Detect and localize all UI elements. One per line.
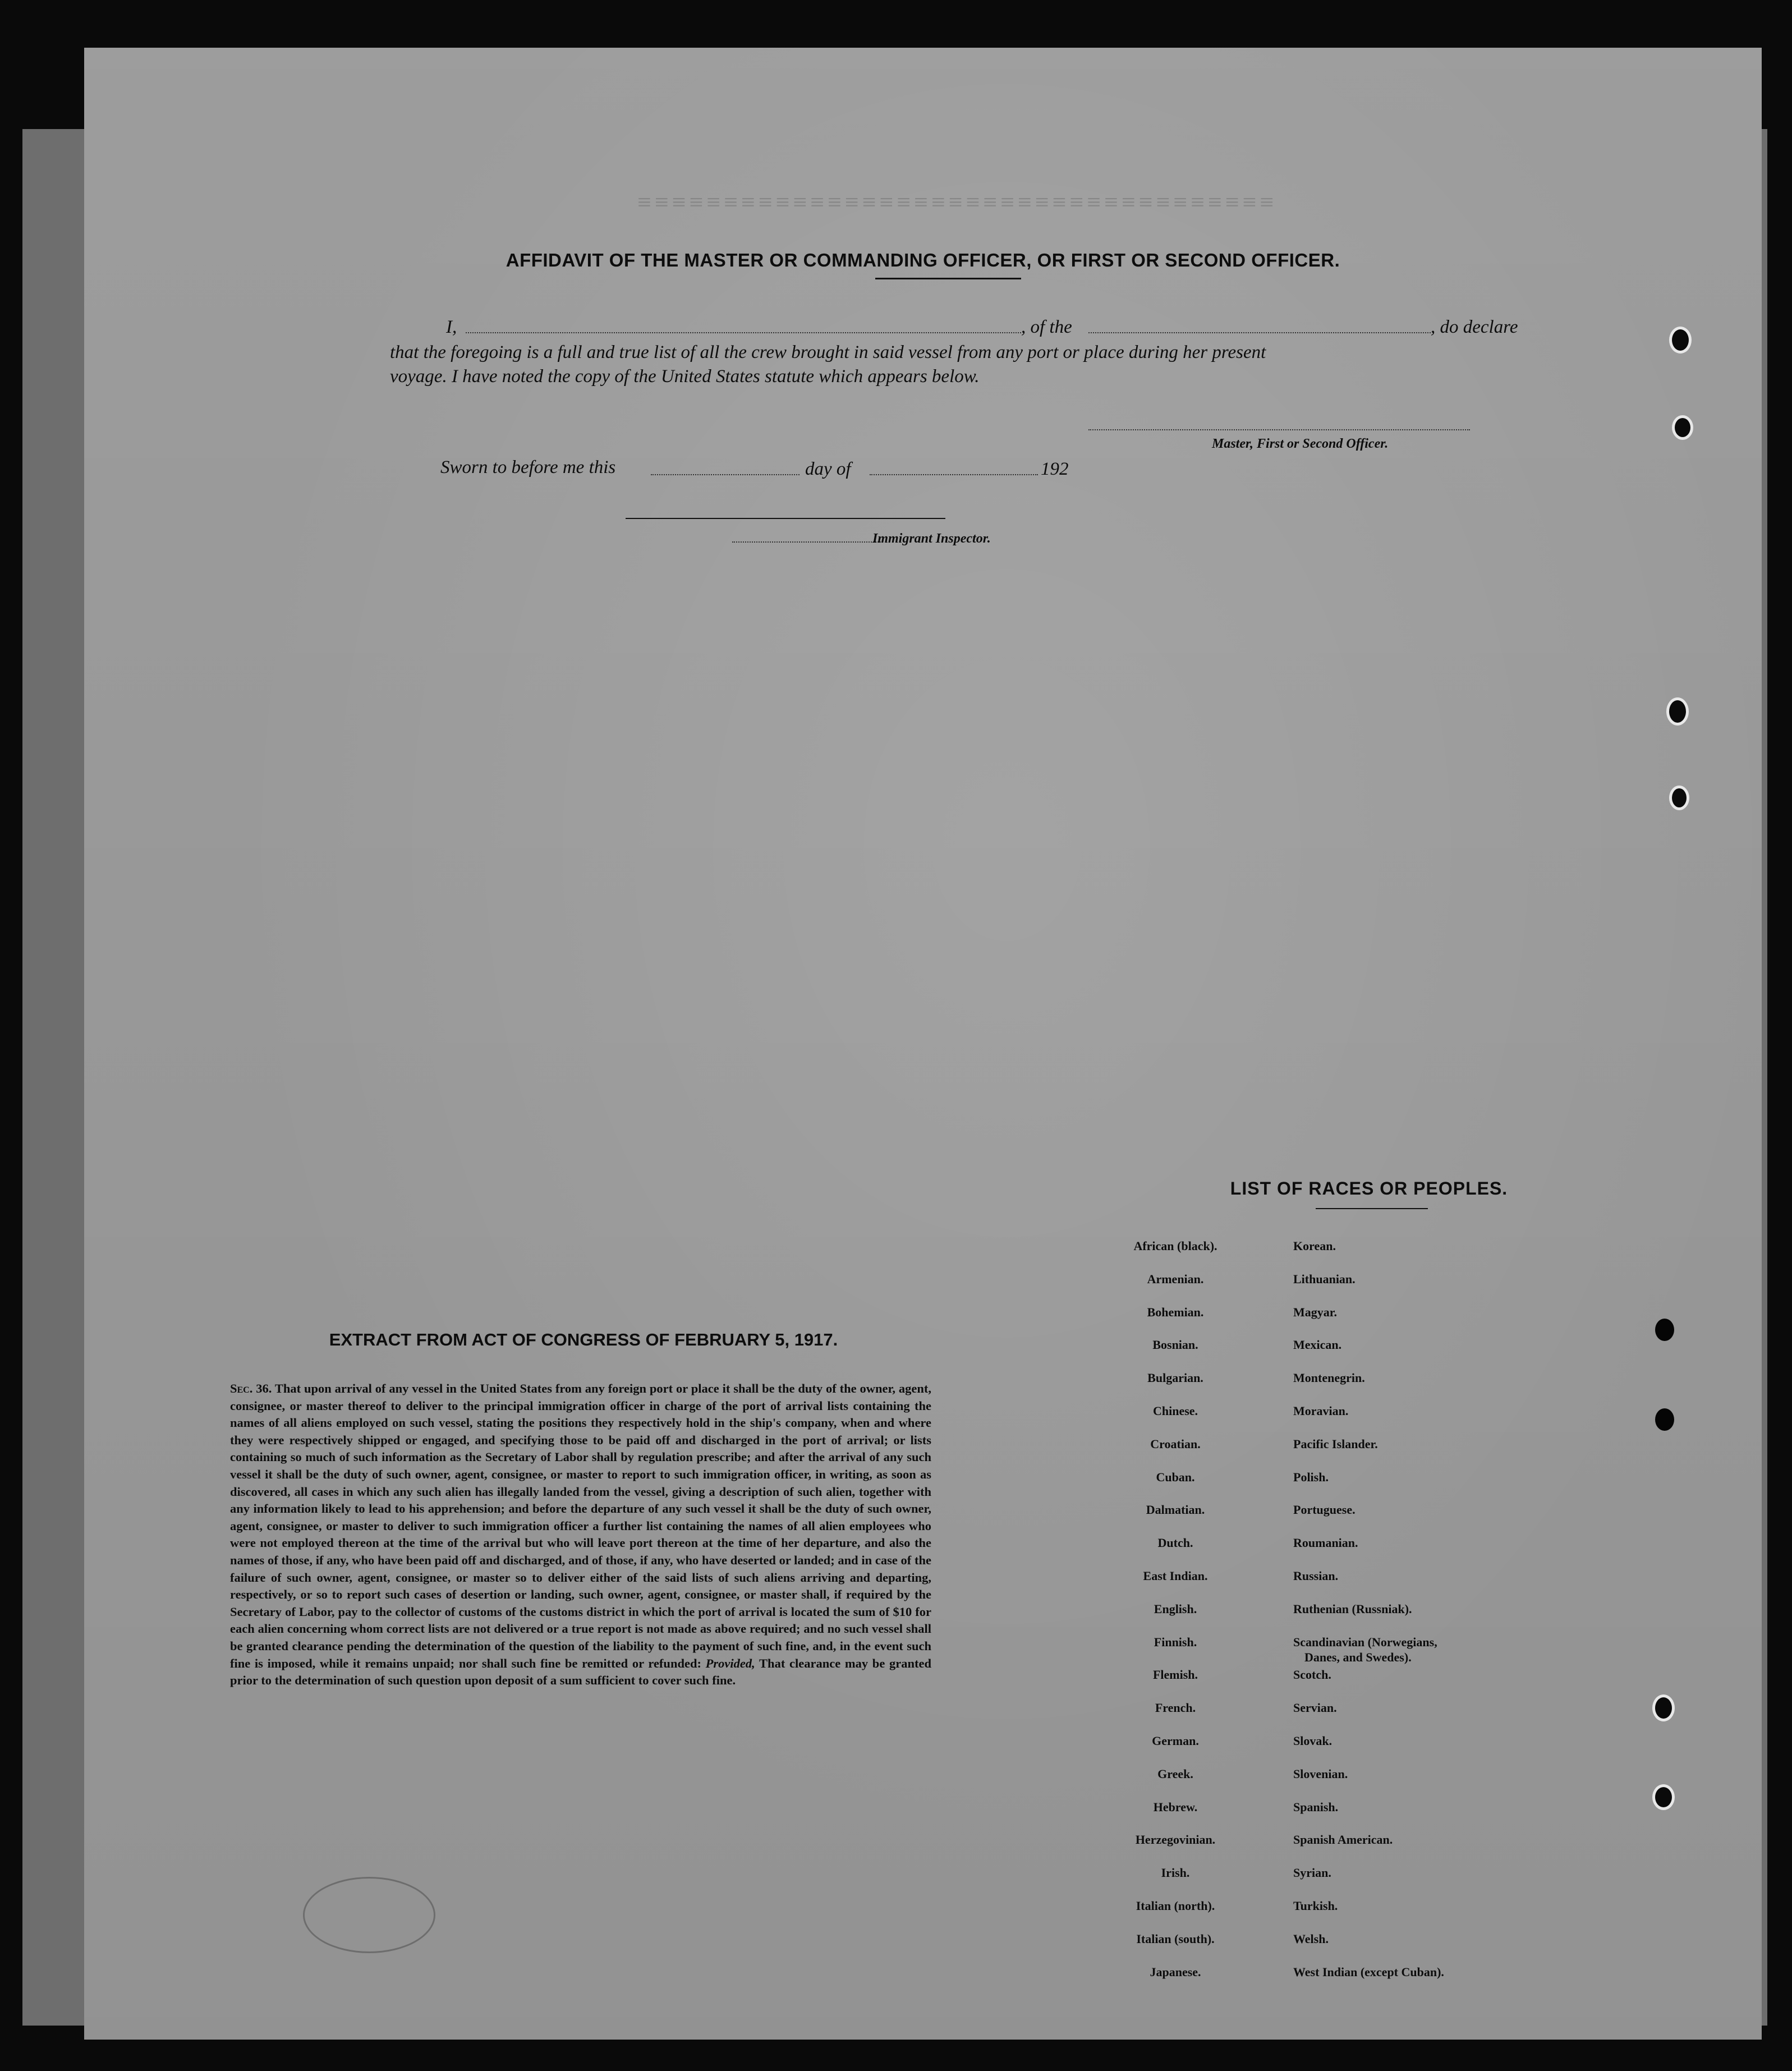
extract-body	[230, 1380, 931, 1689]
affidavit-line-2: that the foregoing is a full and true list of all the crew brought in said vessel from any port or place during her present	[390, 342, 1266, 362]
affidavit-title: AFFIDAVIT OF THE MASTER OR COMMANDING OFFICER, OR FIRST OR SECOND OFFICER.	[506, 250, 1340, 270]
race-item: Roumanian.	[1293, 1536, 1358, 1550]
race-item: Dutch.	[1157, 1536, 1193, 1550]
race-item: Montenegrin.	[1293, 1371, 1365, 1385]
race-item: Servian.	[1293, 1701, 1337, 1715]
races-underline	[1316, 1208, 1428, 1209]
extract-title: EXTRACT FROM ACT OF CONGRESS OF FEBRUARY 5, 1917.	[329, 1330, 838, 1349]
master-label: Master, First or Second Officer.	[1212, 437, 1389, 451]
bleed-through-header: ≡≡≡≡≡≡≡≡≡≡≡≡≡≡≡≡≡≡≡≡≡≡≡≡≡≡≡≡≡≡≡≡≡≡≡≡≡	[633, 189, 1274, 216]
race-item: Russian.	[1293, 1569, 1339, 1583]
section-text: That upon arrival of any vessel in the United States from any foreign port or place it shall be the duty of the owner, agent, consignee, or master thereof to deliver to the principal immigration officer in charge of the port of arrival lists containing the names of all aliens employed on such vessel, stating the positions they respectively hold in the ship's company, when and where they were respectively shipped or engaged, and specifying those to be paid off and discharged in the port of arrival; or lists containing so much of such information as the Secretary of Labor shall by regulation prescribe; and after the arrival of any such vessel it shall be the duty of such owner, agent, consignee, or master to report to such immigration officer, in writing, as soon as discovered, all cases in which any such alien has illegally landed from the vessel, giving a description of such alien, together with any information likely to lead to his apprehension; and before the departure of any such vessel it shall be the duty of such owner, agent, consignee, or master to deliver to such immigration officer a further list containing the names of all alien employees who were not employed thereon at the time of the arrival but who will leave port thereon at the time of her departure, and also the names of those, if any, who have been paid off and discharged, and of those, if any, who have deserted or landed; and in case of the failure of such owner, agent, consignee, or master so to deliver either of the said lists of such aliens arriving and departing, respectively, or so to report such cases of desertion or landing, such owner, agent, consignee, or master shall, if required by the Secretary of Labor, pay to the collector of customs of the customs district in which the port of arrival is located the sum of $10 for each alien concerning whom correct lists are not delivered or a true report is not made as above required; and no such vessel shall be granted clearance pending the determination of the question of the liability to the payment of such fine, and, in the event such fine is imposed, while it remains unpaid; nor shall such fine be remitted or refunded:	[230, 1381, 931, 1670]
race-item: Japanese.	[1150, 1964, 1201, 1979]
race-item: Bohemian.	[1147, 1305, 1204, 1319]
race-item: Chinese.	[1152, 1404, 1198, 1418]
race-item: Scotch.	[1293, 1668, 1331, 1682]
race-item: Slovenian.	[1293, 1766, 1348, 1781]
race-item: Syrian.	[1293, 1866, 1331, 1880]
affidavit-declare: , do declare	[1431, 317, 1518, 337]
race-item: Croatian.	[1150, 1436, 1201, 1451]
race-item: Dalmatian.	[1146, 1503, 1205, 1517]
race-item: English.	[1154, 1601, 1197, 1616]
race-item: Magyar.	[1293, 1305, 1338, 1319]
race-item: Italian (south).	[1136, 1931, 1215, 1946]
race-item: Armenian.	[1147, 1271, 1204, 1286]
races-title: LIST OF RACES OR PEOPLES.	[1230, 1178, 1508, 1198]
binder-hole-8	[1652, 1784, 1675, 1810]
title-underline	[875, 278, 1021, 279]
manifest-page	[84, 48, 1762, 2040]
vessel-blank[interactable]	[1088, 332, 1431, 333]
faded-stamp	[303, 1877, 435, 1953]
year-prefix: 192	[1041, 459, 1069, 479]
sworn-day-blank[interactable]	[651, 474, 799, 475]
sworn-month-blank[interactable]	[870, 474, 1038, 475]
proviso-text: That clearance may be granted prior to the determination of such question upon deposit of a sum sufficient to cover such fine.	[230, 1656, 931, 1688]
section-label: Sec. 36.	[230, 1381, 272, 1395]
master-signature-blank[interactable]	[1088, 429, 1470, 430]
race-item: Polish.	[1293, 1470, 1329, 1484]
race-item-continuation: Danes, and Swedes).	[1304, 1650, 1412, 1664]
race-item: German.	[1152, 1734, 1199, 1748]
race-item: Korean.	[1293, 1239, 1336, 1253]
affidavit-i: I,	[446, 317, 457, 337]
affidavit-of-the: , of the	[1021, 317, 1072, 337]
race-item: Bosnian.	[1152, 1338, 1198, 1352]
race-item: Pacific Islander.	[1293, 1436, 1378, 1451]
binder-hole-5	[1655, 1319, 1674, 1341]
inspector-label: Immigrant Inspector.	[872, 531, 991, 546]
race-item: Finnish.	[1154, 1634, 1197, 1649]
race-item: Cuban.	[1156, 1470, 1195, 1484]
day-of-label: day of	[805, 459, 851, 479]
race-item: Moravian.	[1293, 1404, 1349, 1418]
race-item: Irish.	[1161, 1866, 1190, 1880]
binder-hole-7	[1652, 1695, 1675, 1721]
race-item: Herzegovinian.	[1135, 1833, 1216, 1847]
affidavit-line-3: voyage. I have noted the copy of the United States statute which appears below.	[390, 366, 980, 387]
race-item: Italian (north).	[1136, 1899, 1215, 1913]
race-item: Bulgarian.	[1147, 1371, 1203, 1385]
proviso-label: Provided,	[705, 1656, 755, 1670]
race-item: Spanish American.	[1293, 1833, 1393, 1847]
race-item: Scandinavian (Norwegians,	[1293, 1634, 1437, 1649]
race-item: Ruthenian (Russniak).	[1293, 1601, 1412, 1616]
race-item: Greek.	[1157, 1766, 1193, 1781]
race-item: African (black).	[1133, 1239, 1217, 1253]
race-item: Turkish.	[1293, 1899, 1338, 1913]
race-item: Portuguese.	[1293, 1503, 1356, 1517]
inspector-dotted-line	[732, 541, 881, 543]
binder-hole-6	[1655, 1408, 1674, 1431]
race-item: Lithuanian.	[1293, 1271, 1356, 1286]
binder-hole-3	[1666, 697, 1689, 725]
race-item: French.	[1155, 1701, 1196, 1715]
sworn-label: Sworn to before me this	[440, 457, 616, 477]
binder-hole-4	[1669, 786, 1689, 810]
race-item: West Indian (except Cuban).	[1293, 1964, 1444, 1979]
race-item: Spanish.	[1293, 1799, 1339, 1814]
race-item: East Indian.	[1143, 1569, 1208, 1583]
race-item: Hebrew.	[1153, 1799, 1198, 1814]
binder-hole-1	[1669, 327, 1692, 353]
inspector-signature-line[interactable]	[626, 518, 945, 519]
binder-hole-2	[1672, 415, 1693, 440]
race-item: Flemish.	[1152, 1668, 1198, 1682]
race-item: Mexican.	[1293, 1338, 1342, 1352]
race-item: Welsh.	[1293, 1931, 1329, 1946]
name-blank[interactable]	[466, 332, 1021, 333]
race-item: Slovak.	[1293, 1734, 1332, 1748]
